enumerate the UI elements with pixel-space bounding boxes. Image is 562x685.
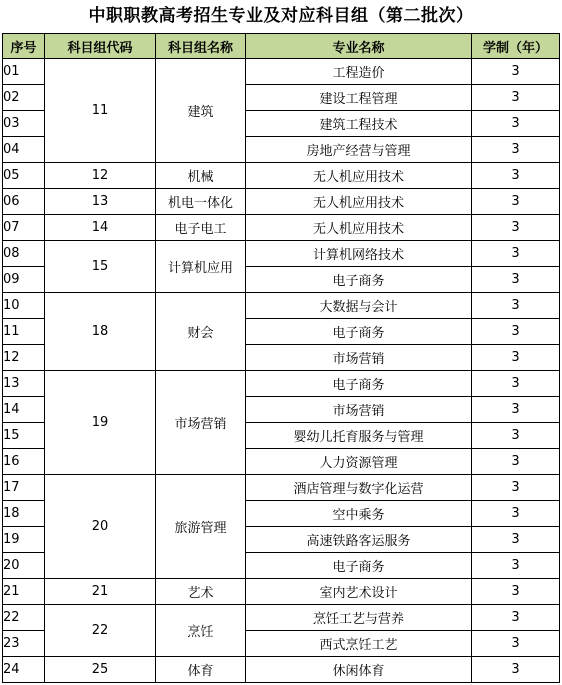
group-code-cell: 14 [45, 215, 156, 241]
page-title: 中职职教高考招生专业及对应科目组（第二批次） [88, 6, 474, 26]
seq-cell: 15 [3, 423, 45, 449]
seq-cell: 19 [3, 527, 45, 553]
table-row [3, 657, 560, 683]
major-cell: 西式烹饪工艺 [246, 631, 472, 657]
seq-cell: 07 [3, 215, 45, 241]
group-code-cell: 18 [45, 293, 156, 371]
seq-cell: 08 [3, 241, 45, 267]
major-cell: 工程造价 [246, 59, 472, 85]
group-code-cell: 13 [45, 189, 156, 215]
seq-cell: 16 [3, 449, 45, 475]
duration-cell: 3 [472, 267, 560, 293]
duration-cell: 3 [472, 657, 560, 683]
seq-cell: 04 [3, 137, 45, 163]
table-row [3, 241, 560, 267]
duration-cell: 3 [472, 579, 560, 605]
seq-cell: 24 [3, 657, 45, 683]
seq-cell: 14 [3, 397, 45, 423]
duration-cell: 3 [472, 397, 560, 423]
group-code-cell: 15 [45, 241, 156, 293]
major-cell: 大数据与会计 [246, 293, 472, 319]
duration-cell: 3 [472, 371, 560, 397]
group-name-cell: 建筑 [156, 59, 246, 163]
header-group-code: 科目组代码 [45, 34, 156, 59]
header-group-name: 科目组名称 [156, 34, 246, 59]
group-code-cell: 19 [45, 371, 156, 475]
header-major: 专业名称 [246, 34, 472, 59]
seq-cell: 13 [3, 371, 45, 397]
group-name-cell: 艺术 [156, 579, 246, 605]
major-cell: 电子商务 [246, 267, 472, 293]
major-cell: 电子商务 [246, 371, 472, 397]
major-cell: 电子商务 [246, 553, 472, 579]
group-name-cell: 财会 [156, 293, 246, 371]
duration-cell: 3 [472, 215, 560, 241]
seq-cell: 12 [3, 345, 45, 371]
group-code-cell: 20 [45, 475, 156, 579]
major-cell: 建筑工程技术 [246, 111, 472, 137]
duration-cell: 3 [472, 475, 560, 501]
table-row [3, 59, 560, 85]
major-cell: 酒店管理与数字化运营 [246, 475, 472, 501]
major-cell: 人力资源管理 [246, 449, 472, 475]
group-code-cell: 25 [45, 657, 156, 683]
major-cell: 市场营销 [246, 397, 472, 423]
table-row [3, 475, 560, 501]
table-row [3, 189, 560, 215]
seq-cell: 09 [3, 267, 45, 293]
major-table [2, 33, 560, 683]
table-row [3, 605, 560, 631]
major-cell: 房地产经营与管理 [246, 137, 472, 163]
duration-cell: 3 [472, 423, 560, 449]
seq-cell: 22 [3, 605, 45, 631]
seq-cell: 21 [3, 579, 45, 605]
table-header-row [3, 34, 560, 59]
seq-cell: 17 [3, 475, 45, 501]
duration-cell: 3 [472, 111, 560, 137]
major-cell: 烹饪工艺与营养 [246, 605, 472, 631]
group-name-cell: 机械 [156, 163, 246, 189]
major-cell: 休闲体育 [246, 657, 472, 683]
seq-cell: 11 [3, 319, 45, 345]
duration-cell: 3 [472, 345, 560, 371]
header-seq: 序号 [3, 34, 45, 59]
major-cell: 市场营销 [246, 345, 472, 371]
group-name-cell: 烹饪 [156, 605, 246, 657]
seq-cell: 06 [3, 189, 45, 215]
group-name-cell: 机电一体化 [156, 189, 246, 215]
header-duration: 学制（年） [472, 34, 560, 59]
major-cell: 电子商务 [246, 319, 472, 345]
duration-cell: 3 [472, 553, 560, 579]
table-row [3, 293, 560, 319]
duration-cell: 3 [472, 631, 560, 657]
group-code-cell: 12 [45, 163, 156, 189]
seq-cell: 03 [3, 111, 45, 137]
duration-cell: 3 [472, 293, 560, 319]
major-cell: 无人机应用技术 [246, 215, 472, 241]
seq-cell: 01 [3, 59, 45, 85]
seq-cell: 23 [3, 631, 45, 657]
major-cell: 婴幼儿托育服务与管理 [246, 423, 472, 449]
duration-cell: 3 [472, 605, 560, 631]
group-code-cell: 22 [45, 605, 156, 657]
group-name-cell: 体育 [156, 657, 246, 683]
major-cell: 空中乘务 [246, 501, 472, 527]
duration-cell: 3 [472, 189, 560, 215]
duration-cell: 3 [472, 85, 560, 111]
table-row [3, 371, 560, 397]
seq-cell: 20 [3, 553, 45, 579]
duration-cell: 3 [472, 163, 560, 189]
duration-cell: 3 [472, 527, 560, 553]
group-name-cell: 电子电工 [156, 215, 246, 241]
group-code-cell: 11 [45, 59, 156, 163]
group-name-cell: 旅游管理 [156, 475, 246, 579]
seq-cell: 18 [3, 501, 45, 527]
major-cell: 室内艺术设计 [246, 579, 472, 605]
major-cell: 无人机应用技术 [246, 163, 472, 189]
group-name-cell: 计算机应用 [156, 241, 246, 293]
duration-cell: 3 [472, 59, 560, 85]
seq-cell: 02 [3, 85, 45, 111]
duration-cell: 3 [472, 449, 560, 475]
table-row [3, 163, 560, 189]
duration-cell: 3 [472, 137, 560, 163]
table-body [3, 59, 560, 683]
major-cell: 计算机网络技术 [246, 241, 472, 267]
group-code-cell: 21 [45, 579, 156, 605]
table-row [3, 579, 560, 605]
major-cell: 建设工程管理 [246, 85, 472, 111]
seq-cell: 10 [3, 293, 45, 319]
duration-cell: 3 [472, 501, 560, 527]
table-row [3, 215, 560, 241]
major-cell: 无人机应用技术 [246, 189, 472, 215]
major-cell: 高速铁路客运服务 [246, 527, 472, 553]
duration-cell: 3 [472, 319, 560, 345]
duration-cell: 3 [472, 241, 560, 267]
group-name-cell: 市场营销 [156, 371, 246, 475]
seq-cell: 05 [3, 163, 45, 189]
